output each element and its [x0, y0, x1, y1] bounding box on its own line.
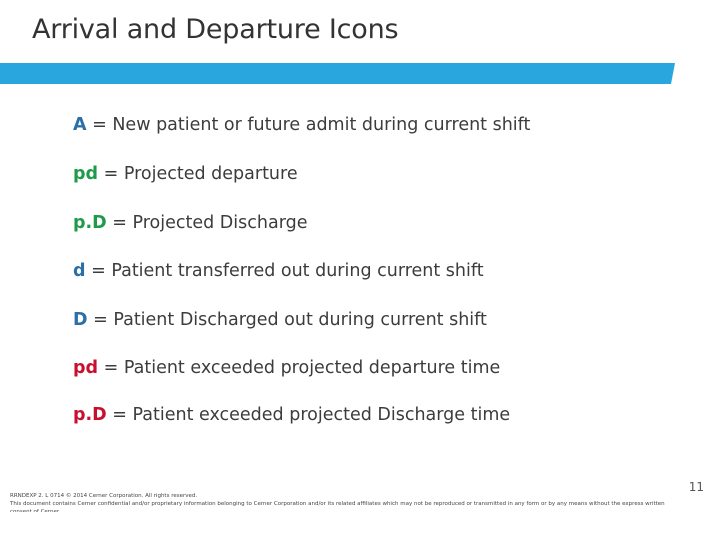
legend-item-projected-discharge [73, 211, 307, 235]
footer-line-consent: consent of Cerner. [10, 509, 61, 512]
legend-description: New patient or future admit during current shift [112, 115, 531, 135]
legend-item-exceeded-departure [73, 356, 500, 380]
legend-separator: = [85, 261, 112, 281]
slide-title: Arrival and Departure Icons [32, 14, 399, 45]
legend-code: p.D [73, 405, 107, 425]
legend-description: Patient Discharged out during current shift [113, 310, 487, 330]
legend-description: Projected Discharge [132, 213, 308, 233]
legend-item-transferred-out [73, 259, 484, 283]
legend-separator: = [98, 164, 124, 184]
legend-separator: = [106, 405, 133, 425]
legend-code: d [73, 261, 86, 281]
legend-code: D [73, 310, 88, 330]
legend-separator: = [98, 358, 124, 378]
footer-line-confidential: This document contains Cerner confidential and/or proprietary information belonging to Cerner Corporation and/or its related affiliates which may not be reproduced or transmitted in any form or by any means without the express written [10, 501, 665, 507]
legend-item-projected-departure [73, 162, 298, 186]
legend-description: Projected departure [123, 164, 298, 184]
page-number: 11 [688, 480, 704, 494]
legend-code: p.D [73, 213, 107, 233]
legend-item-exceeded-discharge [73, 403, 510, 427]
legend-item-discharged-out [73, 308, 487, 332]
legend-separator: = [106, 213, 133, 233]
legend-separator: = [86, 115, 113, 135]
legend-separator: = [87, 310, 114, 330]
legend-description: Patient transferred out during current shift [111, 261, 484, 281]
legend-code: pd [73, 358, 99, 378]
title-accent-bar [0, 63, 675, 84]
legend-code: pd [73, 164, 99, 184]
footer-line-copyright: RRNDEXP 2. L 0714 © 2014 Cerner Corporation. All rights reserved. [10, 493, 198, 499]
legend-description: Patient exceeded projected departure time [123, 358, 501, 378]
copyright-footer [10, 492, 700, 512]
legend-code: A [73, 115, 87, 135]
legend-description: Patient exceeded projected Discharge time [132, 405, 511, 425]
legend-item-new-admit [73, 113, 530, 137]
